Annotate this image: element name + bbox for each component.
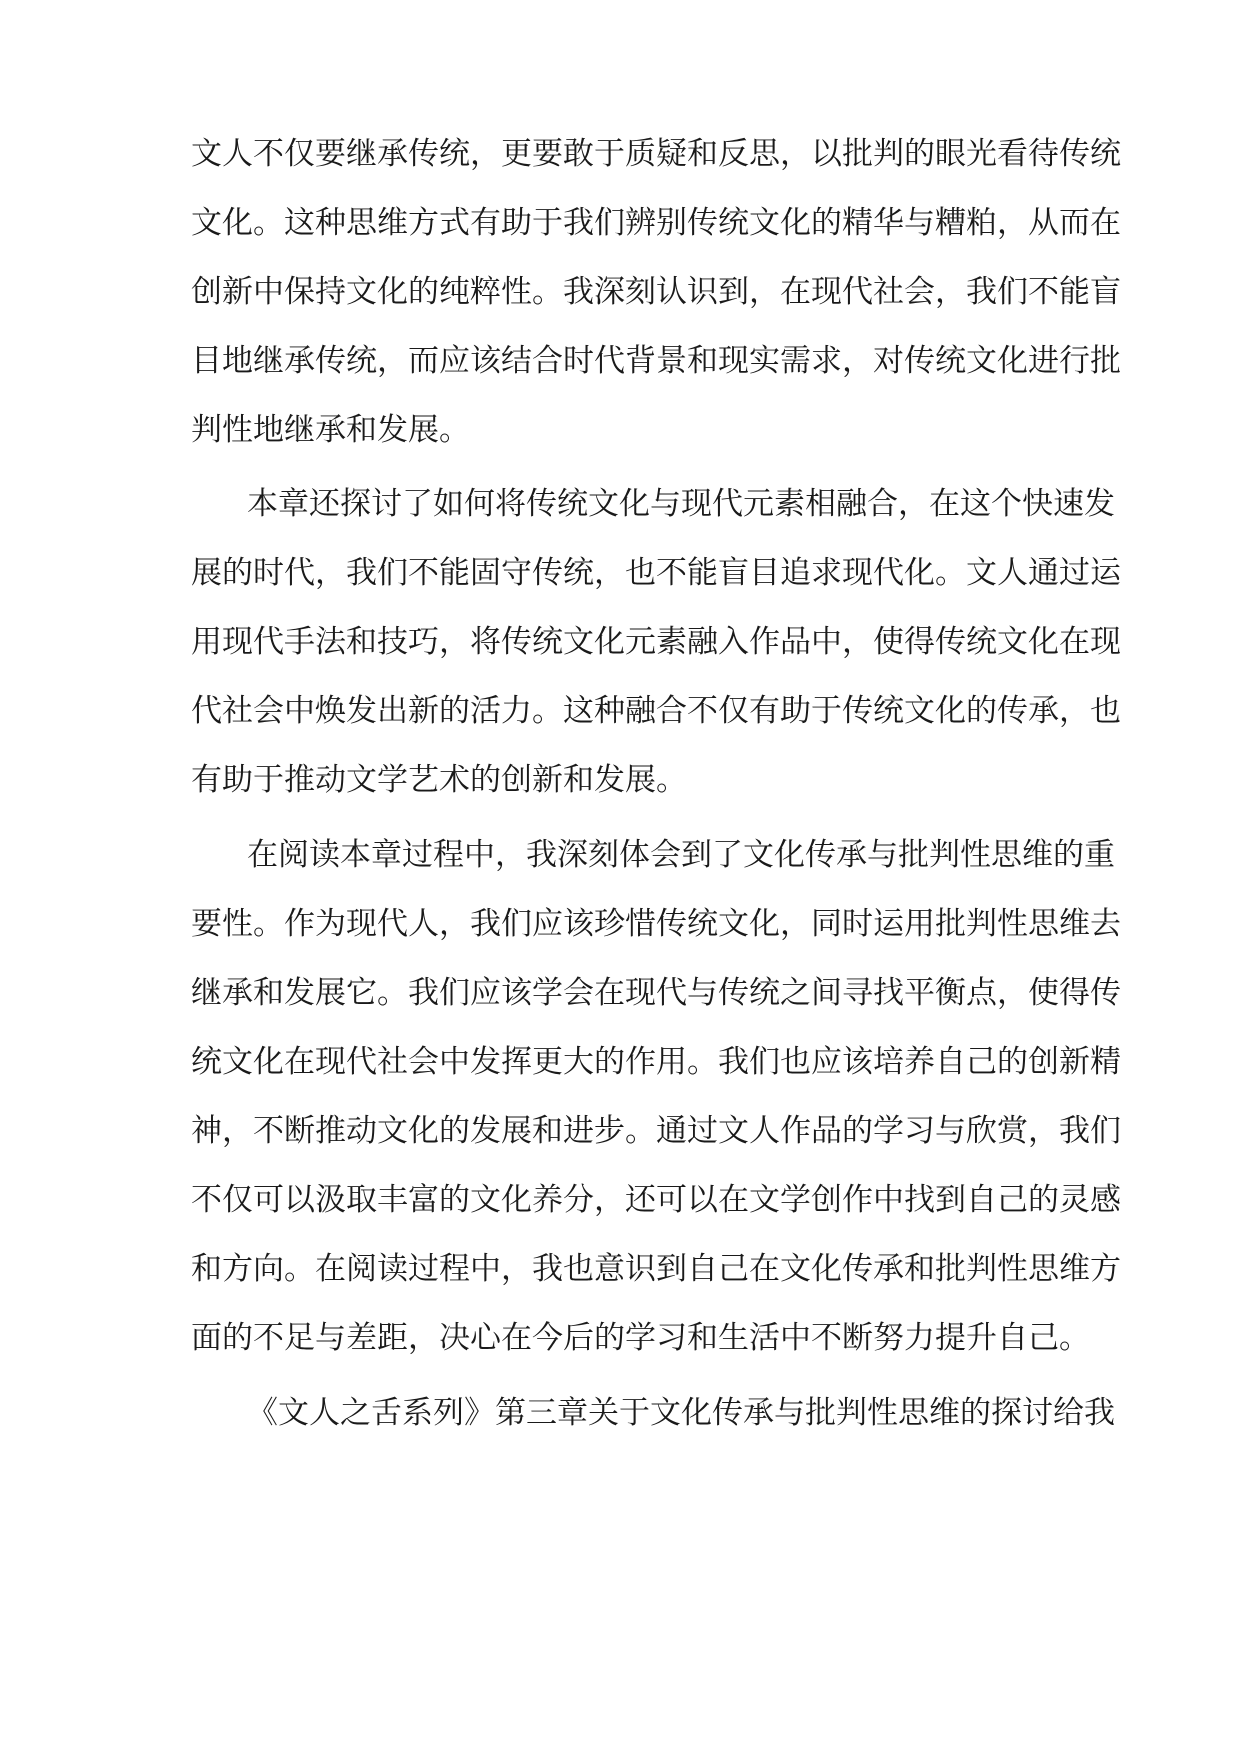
text-line: 判性地继承和发展。	[191, 412, 470, 448]
text-line: 继承和发展它。我们应该学会在现代与传统之间寻找平衡点，使得传	[191, 975, 1121, 1011]
text-line: 创新中保持文化的纯粹性。我深刻认识到，在现代社会，我们不能盲	[191, 274, 1121, 310]
text-line: 神，不断推动文化的发展和进步。通过文人作品的学习与欣赏，我们	[191, 1113, 1121, 1149]
text-line: 统文化在现代社会中发挥更大的作用。我们也应该培养自己的创新精	[191, 1044, 1121, 1080]
paragraph-first-line: 《文人之舌系列》第三章关于文化传承与批判性思维的探讨给我	[247, 1395, 1115, 1431]
text-line: 要性。作为现代人，我们应该珍惜传统文化，同时运用批判性思维去	[191, 906, 1121, 942]
text-line: 有助于推动文学艺术的创新和发展。	[191, 762, 687, 798]
text-line: 文人不仅要继承传统，更要敢于质疑和反思，以批判的眼光看待传统	[191, 136, 1121, 172]
text-line: 和方向。在阅读过程中，我也意识到自己在文化传承和批判性思维方	[191, 1251, 1121, 1287]
paragraph-first-line: 在阅读本章过程中，我深刻体会到了文化传承与批判性思维的重	[247, 837, 1115, 873]
text-line: 目地继承传统，而应该结合时代背景和现实需求，对传统文化进行批	[191, 343, 1121, 379]
text-line: 用现代手法和技巧，将传统文化元素融入作品中，使得传统文化在现	[191, 624, 1121, 660]
paragraph-first-line: 本章还探讨了如何将传统文化与现代元素相融合，在这个快速发	[247, 486, 1115, 522]
text-line: 不仅可以汲取丰富的文化养分，还可以在文学创作中找到自己的灵感	[191, 1182, 1121, 1218]
text-line: 展的时代，我们不能固守传统，也不能盲目追求现代化。文人通过运	[191, 555, 1121, 591]
text-line: 代社会中焕发出新的活力。这种融合不仅有助于传统文化的传承，也	[191, 693, 1121, 729]
text-line: 文化。这种思维方式有助于我们辨别传统文化的精华与糟粕，从而在	[191, 205, 1121, 241]
text-line: 面的不足与差距，决心在今后的学习和生活中不断努力提升自己。	[191, 1320, 1090, 1356]
